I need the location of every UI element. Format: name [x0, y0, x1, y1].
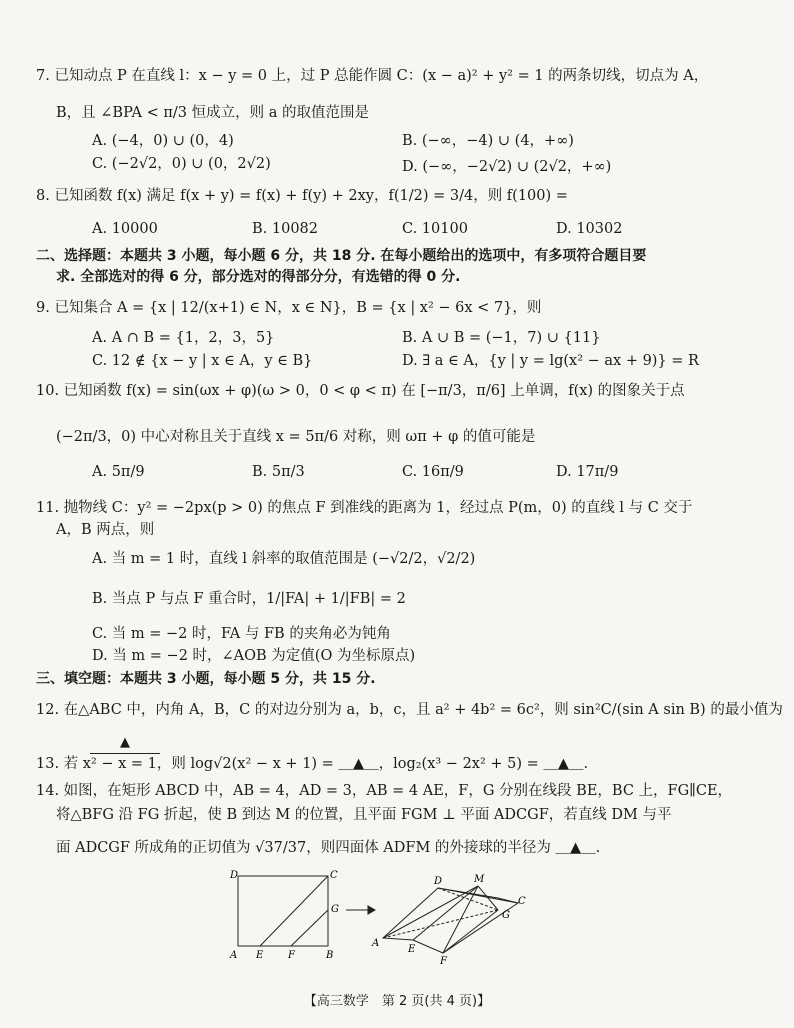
option-q8A: A. 10000 — [92, 221, 158, 237]
option-q7D: D. (−∞，−2√2) ∪ (2√2，+∞) — [402, 159, 612, 175]
option-q7B: B. (−∞，−4) ∪ (4，+∞) — [402, 133, 574, 149]
line-q11C: C. 当 m = −2 时，FA 与 FB 的夹角必为钝角 — [92, 626, 391, 642]
line-q10b: (−2π/3，0) 中心对称且关于直线 x = 5π/6 对称，则 ωπ + φ 的值可能是 — [56, 429, 536, 445]
line-q11b: A，B 两点，则 — [56, 522, 155, 538]
line-sec2b: 求. 全部选对的得 6 分，部分选对的得部分分，有选错的得 0 分. — [56, 269, 461, 285]
line-q10a: 10. 已知函数 f(x) = sin(ωx + φ)(ω > 0，0 < φ < π) 在 [−π/3，π/6] 上单调，f(x) 的图象关于点 — [36, 383, 685, 399]
line-q13: 13. 若 x² − x = 1，则 log√2(x² − x + 1) = ＿▲＿，log₂(x³ − 2x² + 5) = ＿▲＿. — [36, 756, 589, 772]
line-q11D: D. 当 m = −2 时，∠AOB 为定值(O 为坐标原点) — [92, 648, 416, 664]
line-sec3: 三、填空题：本题共 3 小题，每小题 5 分，共 15 分. — [36, 671, 376, 687]
line-q11A: A. 当 m = 1 时，直线 l 斜率的取值范围是 (−√2/2，√2/2) — [92, 551, 476, 567]
option-q8B: B. 10082 — [252, 221, 319, 237]
fig-label-F: F — [288, 950, 295, 961]
option-q8D: D. 10302 — [556, 221, 623, 237]
option-q9A: A. A ∩ B = {1，2，3，5} — [92, 330, 275, 346]
option-q9C: C. 12 ∉ {x − y | x ∈ A，y ∈ B} — [92, 353, 313, 369]
option-q7C: C. (−2√2，0) ∪ (0，2√2) — [92, 156, 271, 172]
line-q11B: B. 当点 P 与点 F 重合时，1/|FA| + 1/|FB| = 2 — [92, 591, 406, 607]
arrow-icon — [346, 906, 375, 914]
q14-figure — [228, 868, 548, 968]
rectangle-figure — [238, 876, 328, 946]
option-q10D: D. 17π/9 — [556, 464, 619, 480]
line-q14c: 面 ADCGF 所成角的正切值为 √37/37，则四面体 ADFM 的外接球的半径为 ＿▲＿. — [56, 840, 601, 856]
fig-label-E: E — [256, 950, 264, 961]
fig2-label-G: G — [502, 910, 510, 921]
line-q12: 12. 在△ABC 中，内角 A，B，C 的对边分别为 a，b，c，且 a² + 4b² = 6c²，则 sin²C/(sin A sin B) 的最小值为 — [36, 702, 783, 718]
fig-label-B: B — [326, 950, 334, 961]
option-q9B: B. A ∪ B = (−1，7) ∪ {11} — [402, 330, 601, 346]
fig-label-C: C — [330, 870, 338, 881]
line-q7b: B，且 ∠BPA < π/3 恒成立，则 a 的取值范围是 — [56, 105, 369, 121]
option-q10A: A. 5π/9 — [92, 464, 145, 480]
line-sec2a: 二、选择题：本题共 3 小题，每小题 6 分，共 18 分. 在每小题给出的选项中，有多项符合题目要 — [36, 248, 647, 264]
option-q10C: C. 16π/9 — [402, 464, 464, 480]
fig-label-G: G — [331, 904, 339, 915]
fig-label-D: D — [230, 870, 239, 881]
line-q14a: 14. 如图，在矩形 ABCD 中，AB = 4，AD = 3，AB = 4 AE，F，G 分别在线段 BE，BC 上，FG∥CE， — [36, 783, 733, 799]
option-q9D: D. ∃ a ∈ A，{y | y = lg(x² − ax + 9)} = R — [402, 353, 699, 369]
option-q7A: A. (−4，0) ∪ (0，4) — [92, 133, 234, 149]
line-q9: 9. 已知集合 A = {x | 12/(x+1) ∈ N，x ∈ N}，B = {x | x² − 6x < 7}，则 — [36, 300, 542, 316]
option-q10B: B. 5π/3 — [252, 464, 305, 480]
fig2-label-M: M — [474, 874, 485, 885]
fig-label-A: A — [230, 950, 238, 961]
line-q8: 8. 已知函数 f(x) 满足 f(x + y) = f(x) + f(y) + 2xy，f(1/2) = 3/4，则 f(100) = — [36, 188, 568, 204]
line-q14b: 将△BFG 沿 FG 折起，使 B 到达 M 的位置，且平面 FGM ⊥ 平面 ADCGF，若直线 DM 与平 — [56, 807, 672, 823]
page-footer: 【高三数学 第 2 页(共 4 页)】 — [303, 994, 491, 1009]
fig2-label-D: D — [434, 876, 443, 887]
fig2-label-A: A — [372, 938, 380, 949]
option-q8C: C. 10100 — [402, 221, 468, 237]
fig2-label-E: E — [408, 944, 416, 955]
q12-answer-blank: ▲ — [90, 732, 160, 754]
line-q7a: 7. 已知动点 P 在直线 l：x − y = 0 上，过 P 总能作圆 C：(x − a)² + y² = 1 的两条切线，切点为 A， — [36, 68, 709, 84]
folded-solid-figure — [383, 886, 518, 953]
fig2-label-F: F — [440, 956, 447, 967]
fig2-label-C: C — [518, 896, 526, 907]
line-q11a: 11. 抛物线 C：y² = −2px(p > 0) 的焦点 F 到准线的距离为 1，经过点 P(m，0) 的直线 l 与 C 交于 — [36, 500, 693, 516]
